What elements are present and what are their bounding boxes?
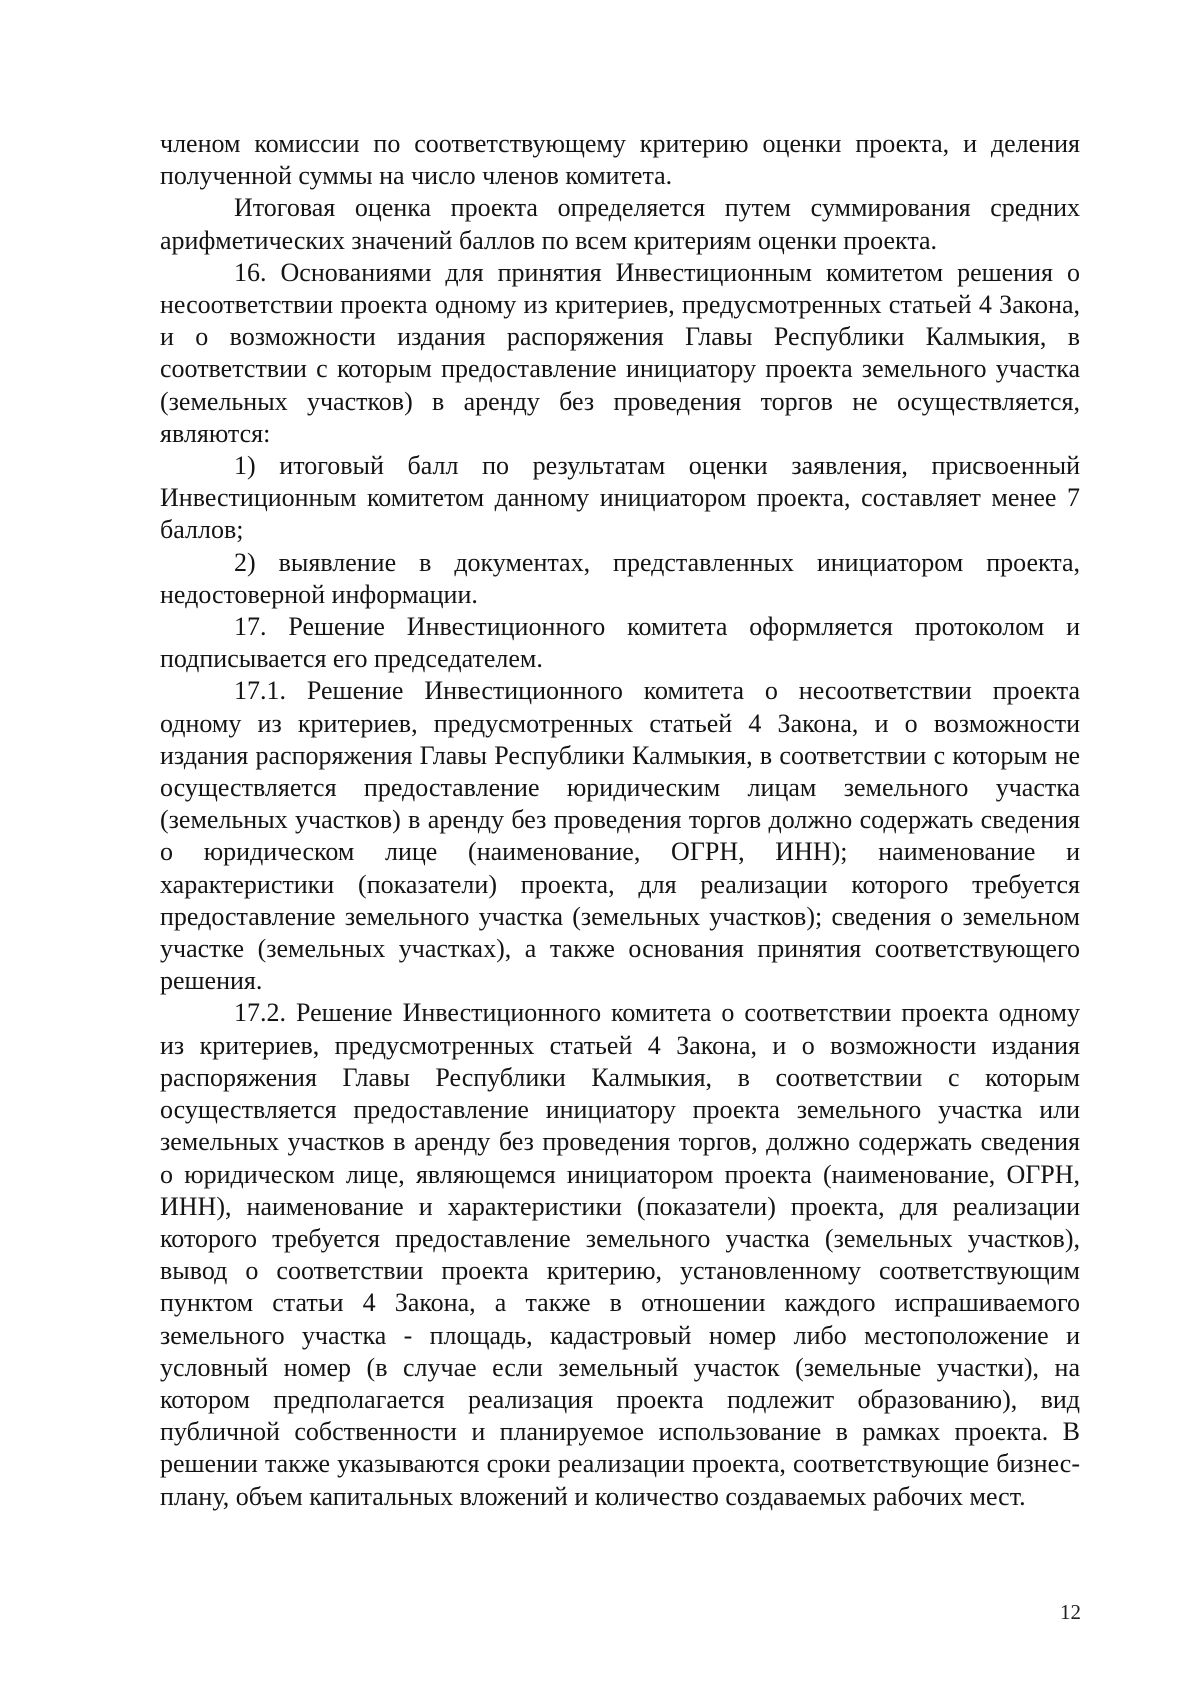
paragraph-17: 17. Решение Инвестиционного комитета оформляется протоколом и подписывается его председателем. (160, 612, 1080, 674)
document-body (160, 128, 1080, 1513)
paragraph-16: 16. Основаниями для принятия Инвестиционным комитетом решения о несоответствии проекта одному из критериев, предусмотренных статьей 4 Закона, и о возможности издания распоряжения Главы Республики Калмыкия, в соответствии с которым предоставление инициатору проекта земельного участка (земельных участков) в аренду без проведения торгов не осуществляется, являются: (160, 257, 1080, 448)
paragraph-16-item-2: 2) выявление в документах, представленных инициатором проекта, недостоверной информации. (160, 547, 1080, 609)
paragraph-16-item-1: 1) итоговый балл по результатам оценки заявления, присвоенный Инвестиционным комитетом данному инициатором проекта, составляет менее 7 баллов; (160, 451, 1080, 545)
page-number: 12 (1060, 1600, 1081, 1624)
paragraph-17-1: 17.1. Решение Инвестиционного комитета о несоответствии проекта одному из критериев, предусмотренных статьей 4 Закона, и о возможности издания распоряжения Главы Республики Калмыкия, в соответствии с которым не осуществляется предоставление юридическим лицам земельного участка (земельных участков) в аренду без проведения торгов должно содержать сведения о юридическом лице (наименование, ОГРН, ИНН); наименование и характеристики (показатели) проекта, для реализации которого требуется предоставление земельного участка (земельных участков); сведения о земельном участке (земельных участках), а также основания принятия соответствующего решения. (160, 676, 1080, 996)
paragraph-17-2: 17.2. Решение Инвестиционного комитета о соответствии проекта одному из критериев, предусмотренных статьей 4 Закона, и о возможности издания распоряжения Главы Республики Калмыкия, в соответствии с которым осуществляется предоставление инициатору проекта земельного участка или земельных участков в аренду без проведения торгов, должно содержать сведения о юридическом лице, являющемся инициатором проекта (наименование, ОГРН, ИНН), наименование и характеристики (показатели) проекта, для реализации которого требуется предоставление земельного участка (земельных участков), вывод о соответствии проекта критерию, установленному соответствующим пунктом статьи 4 Закона, а также в отношении каждого испрашиваемого земельного участка - площадь, кадастровый номер либо местоположение и условный номер (в случае если земельный участок (земельные участки), на котором предполагается реализация проекта подлежит образованию), вид публичной собственности и планируемое использование в рамках проекта. В решении также указываются сроки реализации проекта, соответствующие бизнес-плану, объем капитальных вложений и количество создаваемых рабочих мест. (160, 998, 1080, 1511)
paragraph-total-score: Итоговая оценка проекта определяется путем суммирования средних арифметических значений баллов по всем критериям оценки проекта. (160, 193, 1080, 255)
paragraph-continuation: членом комиссии по соответствующему критерию оценки проекта, и деления полученной суммы на число членов комитета. (160, 129, 1080, 191)
